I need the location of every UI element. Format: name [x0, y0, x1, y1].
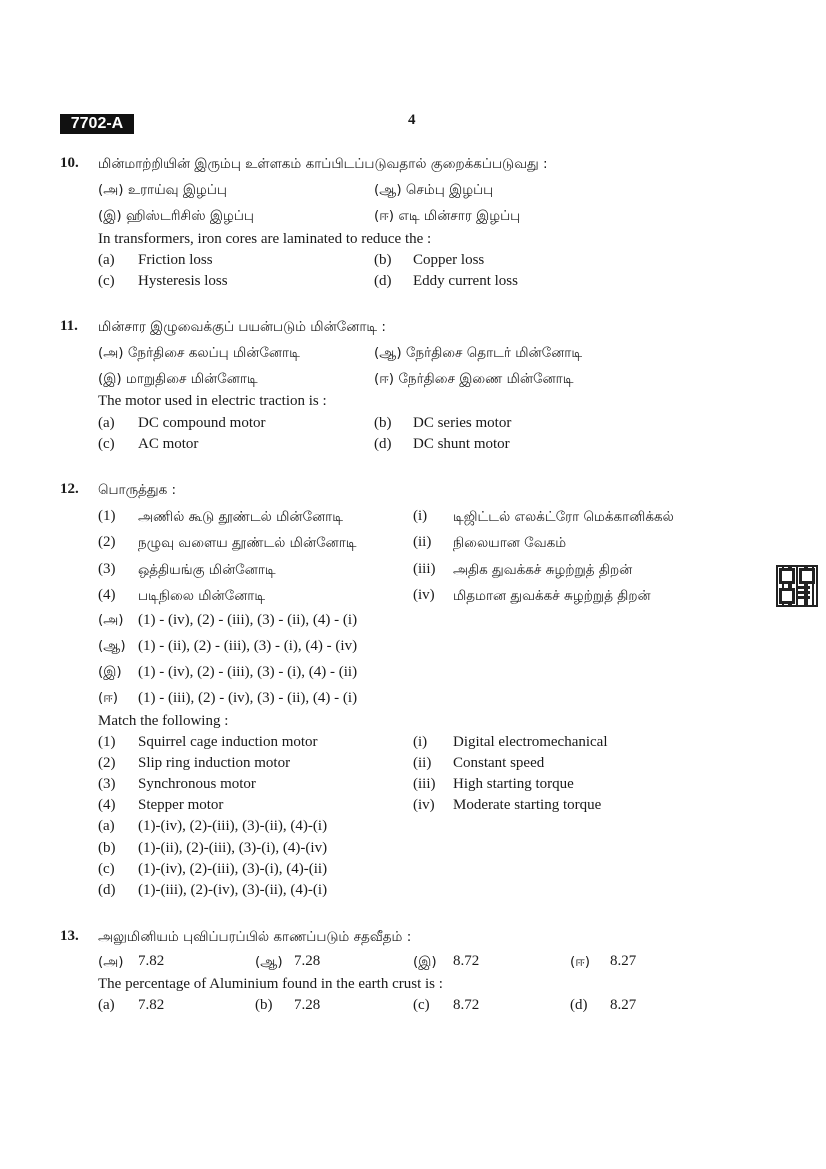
- match-key: (iv): [413, 797, 435, 813]
- match-left: Stepper motor: [138, 797, 224, 813]
- match-key: (2): [98, 534, 116, 550]
- option-key: (b): [255, 997, 273, 1013]
- question-number: 10.: [60, 155, 79, 171]
- option-key: (b): [374, 252, 392, 268]
- option-key: (d): [98, 882, 116, 898]
- option-text: 8.72: [453, 997, 480, 1013]
- match-left: Synchronous motor: [138, 776, 256, 792]
- option-key: (a): [98, 415, 115, 431]
- option-key-tamil: (ஆ): [255, 954, 283, 970]
- option-text: DC compound motor: [138, 415, 266, 431]
- option-key: (b): [374, 415, 392, 431]
- option-key-tamil: (இ): [413, 954, 437, 970]
- question-text-english: Match the following :: [98, 713, 229, 729]
- match-key: (iii): [413, 561, 436, 577]
- option-text: AC motor: [138, 436, 199, 452]
- option-text: DC shunt motor: [413, 436, 510, 452]
- match-key: (iv): [413, 587, 435, 603]
- option-key: (d): [374, 273, 392, 289]
- option-text: DC series motor: [413, 415, 512, 431]
- question-text-tamil: அலுமினியம் புவிப்பரப்பில் காணப்படும் சதவீதம் :: [98, 929, 412, 945]
- match-left: Squirrel cage induction motor: [138, 734, 318, 750]
- option-key-tamil: (இ): [98, 664, 122, 680]
- qr-code-icon: [776, 565, 818, 607]
- option-text: Friction loss: [138, 252, 213, 268]
- match-right-tamil: மிதமான துவக்கச் சுழற்றுத் திறன்: [453, 588, 651, 604]
- page-number: 4: [408, 112, 416, 128]
- question-text-english: The motor used in electric traction is :: [98, 393, 327, 409]
- match-right: Moderate starting torque: [453, 797, 602, 813]
- option-tamil: (ஈ) நேர்திசை இணை மின்னோடி: [374, 371, 574, 387]
- match-left-tamil: படிநிலை மின்னோடி: [138, 588, 266, 604]
- match-key: (ii): [413, 534, 432, 550]
- option-text: 8.72: [453, 953, 480, 969]
- match-right-tamil: நிலையான வேகம்: [453, 535, 567, 551]
- match-right-tamil: அதிக துவக்கச் சுழற்றுத் திறன்: [453, 562, 633, 578]
- match-left-tamil: ஒத்தியங்கு மின்னோடி: [138, 562, 276, 578]
- match-key: (i): [413, 508, 428, 524]
- option-key-tamil: (ஈ): [98, 690, 119, 706]
- option-tamil: (ஆ) நேர்திசை தொடர் மின்னோடி: [374, 345, 583, 361]
- option-key-tamil: (அ): [98, 954, 124, 970]
- option-text: 8.27: [610, 953, 637, 969]
- match-left-tamil: அணில் கூடு தூண்டல் மின்னோடி: [138, 509, 343, 525]
- option-text: (1) - (iv), (2) - (iii), (3) - (ii), (4) - (i): [138, 612, 358, 628]
- option-key: (c): [98, 436, 115, 452]
- match-left-tamil: நழுவு வளைய தூண்டல் மின்னோடி: [138, 535, 357, 551]
- option-tamil: (அ) நேர்திசை கலப்பு மின்னோடி: [98, 345, 300, 361]
- question-text-tamil: மின்சார இழுவைக்குப் பயன்படும் மின்னோடி :: [98, 319, 386, 335]
- match-key: (1): [98, 734, 116, 750]
- question-number: 11.: [60, 318, 78, 334]
- match-key: (2): [98, 755, 116, 771]
- option-key: (c): [413, 997, 430, 1013]
- option-text: (1)-(iv), (2)-(iii), (3)-(ii), (4)-(i): [138, 818, 328, 834]
- option-text: Eddy current loss: [413, 273, 518, 289]
- option-key: (a): [98, 252, 115, 268]
- match-key: (4): [98, 587, 116, 603]
- option-tamil: (அ) உராய்வு இழப்பு: [98, 182, 227, 198]
- match-right-tamil: டிஜிட்டல் எலக்ட்ரோ மெக்கானிக்கல்: [453, 509, 674, 525]
- option-text: (1)-(ii), (2)-(iii), (3)-(i), (4)-(iv): [138, 840, 328, 856]
- option-text: Hysteresis loss: [138, 273, 228, 289]
- question-number: 13.: [60, 928, 79, 944]
- option-key-tamil: (அ): [98, 612, 124, 628]
- option-key: (b): [98, 840, 116, 856]
- option-text: 7.28: [294, 997, 321, 1013]
- option-text: Copper loss: [413, 252, 485, 268]
- option-tamil: (இ) ஹிஸ்டரிசிஸ் இழப்பு: [98, 208, 254, 224]
- option-tamil: (ஈ) எடி மின்சார இழப்பு: [374, 208, 521, 224]
- question-text-english: In transformers, iron cores are laminated to reduce the :: [98, 231, 432, 247]
- paper-code-badge: 7702-A: [60, 114, 134, 134]
- match-key: (3): [98, 776, 116, 792]
- option-key: (a): [98, 997, 115, 1013]
- option-tamil: (இ) மாறுதிசை மின்னோடி: [98, 371, 258, 387]
- question-text-tamil: மின்மாற்றியின் இரும்பு உள்ளகம் காப்பிடப்படுவதால் குறைக்கப்படுவது :: [98, 156, 548, 172]
- option-text: 7.28: [294, 953, 321, 969]
- option-tamil: (ஆ) செம்பு இழப்பு: [374, 182, 494, 198]
- option-key: (d): [374, 436, 392, 452]
- question-text-tamil: பொருத்துக :: [98, 482, 177, 498]
- option-text: (1) - (iii), (2) - (iv), (3) - (ii), (4) - (i): [138, 690, 358, 706]
- match-key: (iii): [413, 776, 436, 792]
- match-key: (3): [98, 561, 116, 577]
- option-text: 7.82: [138, 953, 165, 969]
- option-text: (1) - (iv), (2) - (iii), (3) - (i), (4) - (ii): [138, 664, 358, 680]
- option-key-tamil: (ஈ): [570, 954, 591, 970]
- question-number: 12.: [60, 481, 79, 497]
- option-text: (1)-(iv), (2)-(iii), (3)-(i), (4)-(ii): [138, 861, 328, 877]
- option-text: 7.82: [138, 997, 165, 1013]
- question-text-english: The percentage of Aluminium found in the earth crust is :: [98, 976, 443, 992]
- match-key: (4): [98, 797, 116, 813]
- option-text: 8.27: [610, 997, 637, 1013]
- option-text: (1)-(iii), (2)-(iv), (3)-(ii), (4)-(i): [138, 882, 328, 898]
- option-key: (a): [98, 818, 115, 834]
- match-key: (ii): [413, 755, 432, 771]
- option-key: (d): [570, 997, 588, 1013]
- match-right: High starting torque: [453, 776, 574, 792]
- match-right: Constant speed: [453, 755, 545, 771]
- option-key-tamil: (ஆ): [98, 638, 126, 654]
- match-key: (1): [98, 508, 116, 524]
- option-key: (c): [98, 861, 115, 877]
- match-right: Digital electromechanical: [453, 734, 608, 750]
- option-text: (1) - (ii), (2) - (iii), (3) - (i), (4) - (iv): [138, 638, 358, 654]
- match-left: Slip ring induction motor: [138, 755, 291, 771]
- match-key: (i): [413, 734, 428, 750]
- option-key: (c): [98, 273, 115, 289]
